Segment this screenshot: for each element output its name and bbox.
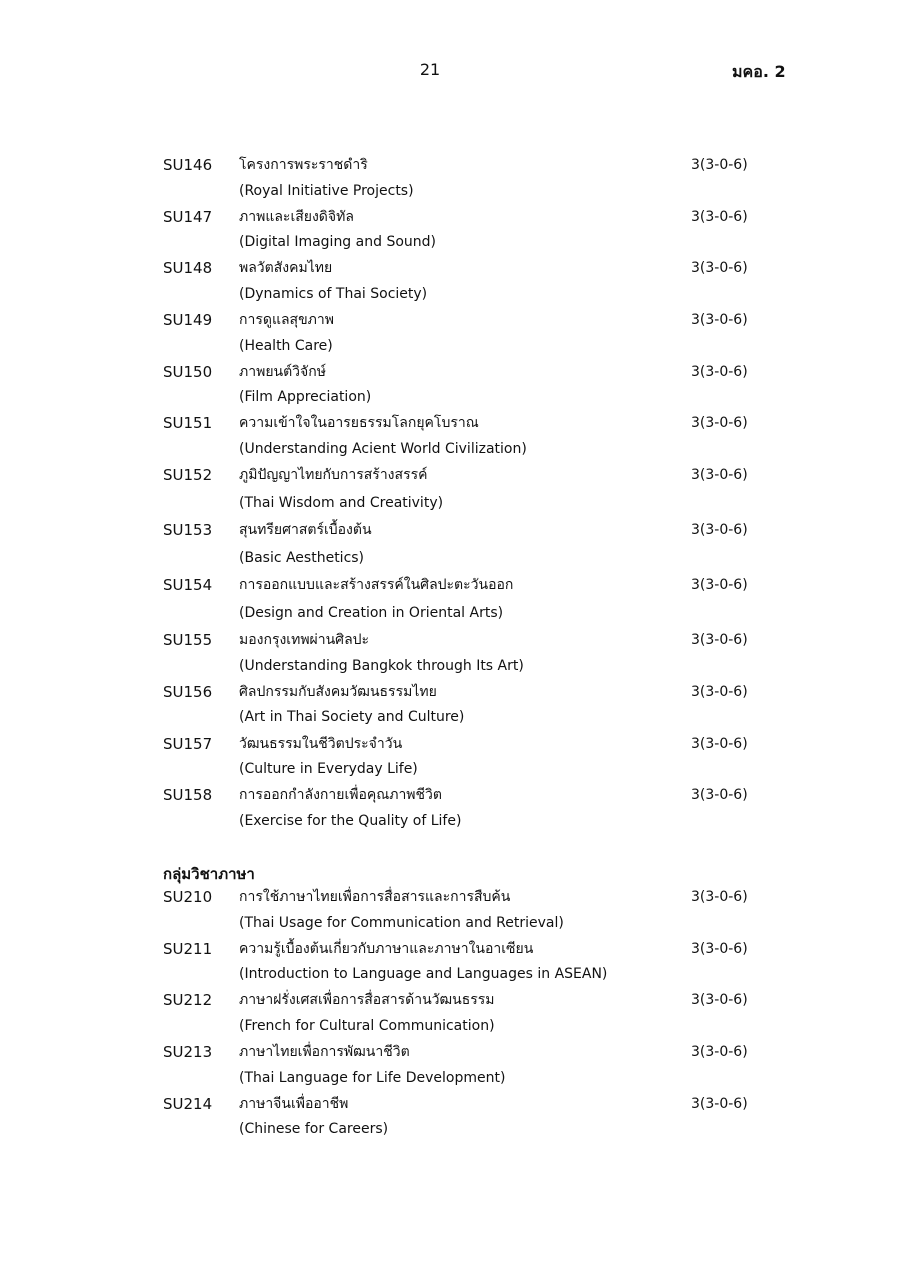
course-code: SU157: [163, 734, 213, 753]
document-code: มคอ. 2: [732, 62, 786, 81]
course-row: [163, 630, 783, 682]
course-english: (Art in Thai Society and Culture): [239, 709, 465, 726]
course-code: SU158: [163, 786, 213, 805]
course-credit: 3(3-0-6): [691, 1044, 748, 1061]
course-row: [163, 682, 783, 734]
course-code: SU151: [163, 414, 213, 433]
course-thai: ความรู้เบื้องต้นเกี่ยวกับภาษาและภาษาในอาเซียน: [239, 940, 534, 957]
course-english: (Chinese for Careers): [239, 1121, 389, 1138]
course-thai: ภาษาจีนเพื่ออาชีพ: [239, 1095, 349, 1112]
course-code: SU214: [163, 1094, 213, 1113]
course-thai: ภาษาไทยเพื่อการพัฒนาชีวิต: [239, 1044, 410, 1061]
course-row: [163, 939, 783, 991]
course-credit: 3(3-0-6): [691, 467, 748, 484]
course-code: SU154: [163, 576, 213, 595]
course-thai: การใช้ภาษาไทยเพื่อการสื่อสารและการสืบค้น: [239, 889, 511, 905]
course-code: SU149: [163, 311, 213, 330]
course-credit: 3(3-0-6): [691, 363, 748, 380]
course-code: SU210: [163, 888, 213, 906]
course-credit: 3(3-0-6): [691, 992, 748, 1009]
course-code: SU155: [163, 631, 213, 650]
course-thai: การออกแบบและสร้างสรรค์ในศิลปะตะวันออก: [239, 577, 514, 594]
course-thai: โครงการพระราชดำริ: [239, 157, 368, 173]
course-thai: ภาษาฝรั่งเศสเพื่อการสื่อสารด้านวัฒนธรรม: [239, 992, 495, 1009]
course-english: (Film Appreciation): [239, 389, 372, 406]
course-credit: 3(3-0-6): [691, 157, 748, 173]
course-code: SU213: [163, 1043, 213, 1062]
course-english: (Thai Wisdom and Creativity): [239, 495, 444, 512]
course-thai: วัฒนธรรมในชีวิตประจำวัน: [239, 735, 403, 752]
course-thai: มองกรุงเทพผ่านศิลปะ: [239, 632, 370, 649]
course-thai: การดูแลสุขภาพ: [239, 312, 334, 329]
course-row: [163, 1094, 783, 1146]
course-english: (Exercise for the Quality of Life): [239, 812, 462, 829]
course-code: SU153: [163, 521, 213, 540]
course-code: SU146: [163, 156, 213, 174]
section-heading: กลุ่มวิชาภาษา: [163, 865, 255, 883]
course-english: (French for Cultural Communication): [239, 1017, 495, 1034]
course-credit: 3(3-0-6): [691, 1095, 748, 1112]
course-english: (Basic Aesthetics): [239, 550, 365, 567]
course-credit: 3(3-0-6): [691, 683, 748, 700]
course-english: (Thai Usage for Communication and Retrieval): [239, 914, 564, 931]
course-thai: ภาพยนต์วิจักษ์: [239, 363, 326, 380]
course-row: [163, 362, 783, 414]
course-row: [163, 887, 783, 939]
page-number: 21: [419, 60, 441, 79]
course-english: (Royal Initiative Projects): [239, 182, 414, 199]
course-credit: 3(3-0-6): [691, 415, 748, 432]
course-row: [163, 207, 783, 259]
course-english: (Understanding Acient World Civilization): [239, 440, 527, 457]
course-code: SU148: [163, 259, 213, 278]
course-thai: ความเข้าใจในอารยธรรมโลกยุคโบราณ: [239, 415, 479, 432]
course-credit: 3(3-0-6): [691, 208, 748, 225]
course-row: [163, 520, 783, 575]
course-credit: 3(3-0-6): [691, 312, 748, 329]
course-english: (Thai Language for Life Development): [239, 1069, 506, 1086]
course-row: [163, 575, 783, 630]
course-credit: 3(3-0-6): [691, 787, 748, 804]
course-row: [163, 990, 783, 1042]
course-credit: 3(3-0-6): [691, 260, 748, 277]
course-list-language: [163, 887, 783, 1145]
course-row: [163, 258, 783, 310]
course-english: (Digital Imaging and Sound): [239, 234, 436, 251]
course-credit: 3(3-0-6): [691, 735, 748, 752]
course-english: (Dynamics of Thai Society): [239, 285, 428, 302]
course-thai: สุนทรียศาสตร์เบื้องต้น: [239, 522, 372, 539]
course-credit: 3(3-0-6): [691, 889, 748, 905]
course-code: SU156: [163, 682, 213, 701]
course-english: (Introduction to Language and Languages in ASEAN): [239, 966, 608, 983]
course-code: SU150: [163, 362, 213, 381]
course-thai: ศิลปกรรมกับสังคมวัฒนธรรมไทย: [239, 683, 437, 700]
course-row: [163, 310, 783, 362]
course-credit: 3(3-0-6): [691, 632, 748, 649]
course-row: [163, 734, 783, 786]
course-credit: 3(3-0-6): [691, 940, 748, 957]
course-code: SU147: [163, 207, 213, 226]
course-thai: ภูมิปัญญาไทยกับการสร้างสรรค์: [239, 467, 428, 484]
course-english: (Understanding Bangkok through Its Art): [239, 657, 524, 674]
course-english: (Design and Creation in Oriental Arts): [239, 605, 504, 622]
course-thai: การออกกำลังกายเพื่อคุณภาพชีวิต: [239, 787, 442, 804]
course-english: (Culture in Everyday Life): [239, 761, 418, 777]
course-credit: 3(3-0-6): [691, 522, 748, 539]
course-row: [163, 465, 783, 520]
course-credit: 3(3-0-6): [691, 577, 748, 594]
course-english: (Health Care): [239, 337, 333, 354]
course-code: SU211: [163, 939, 213, 958]
course-code: SU152: [163, 466, 213, 485]
course-thai: ภาพและเสียงดิจิทัล: [239, 208, 354, 225]
course-thai: พลวัตสังคมไทย: [239, 260, 333, 277]
course-row: [163, 785, 783, 837]
course-row: [163, 1042, 783, 1094]
course-row: [163, 155, 783, 207]
course-list-general: [163, 155, 783, 837]
course-code: SU212: [163, 991, 213, 1010]
course-row: [163, 413, 783, 465]
